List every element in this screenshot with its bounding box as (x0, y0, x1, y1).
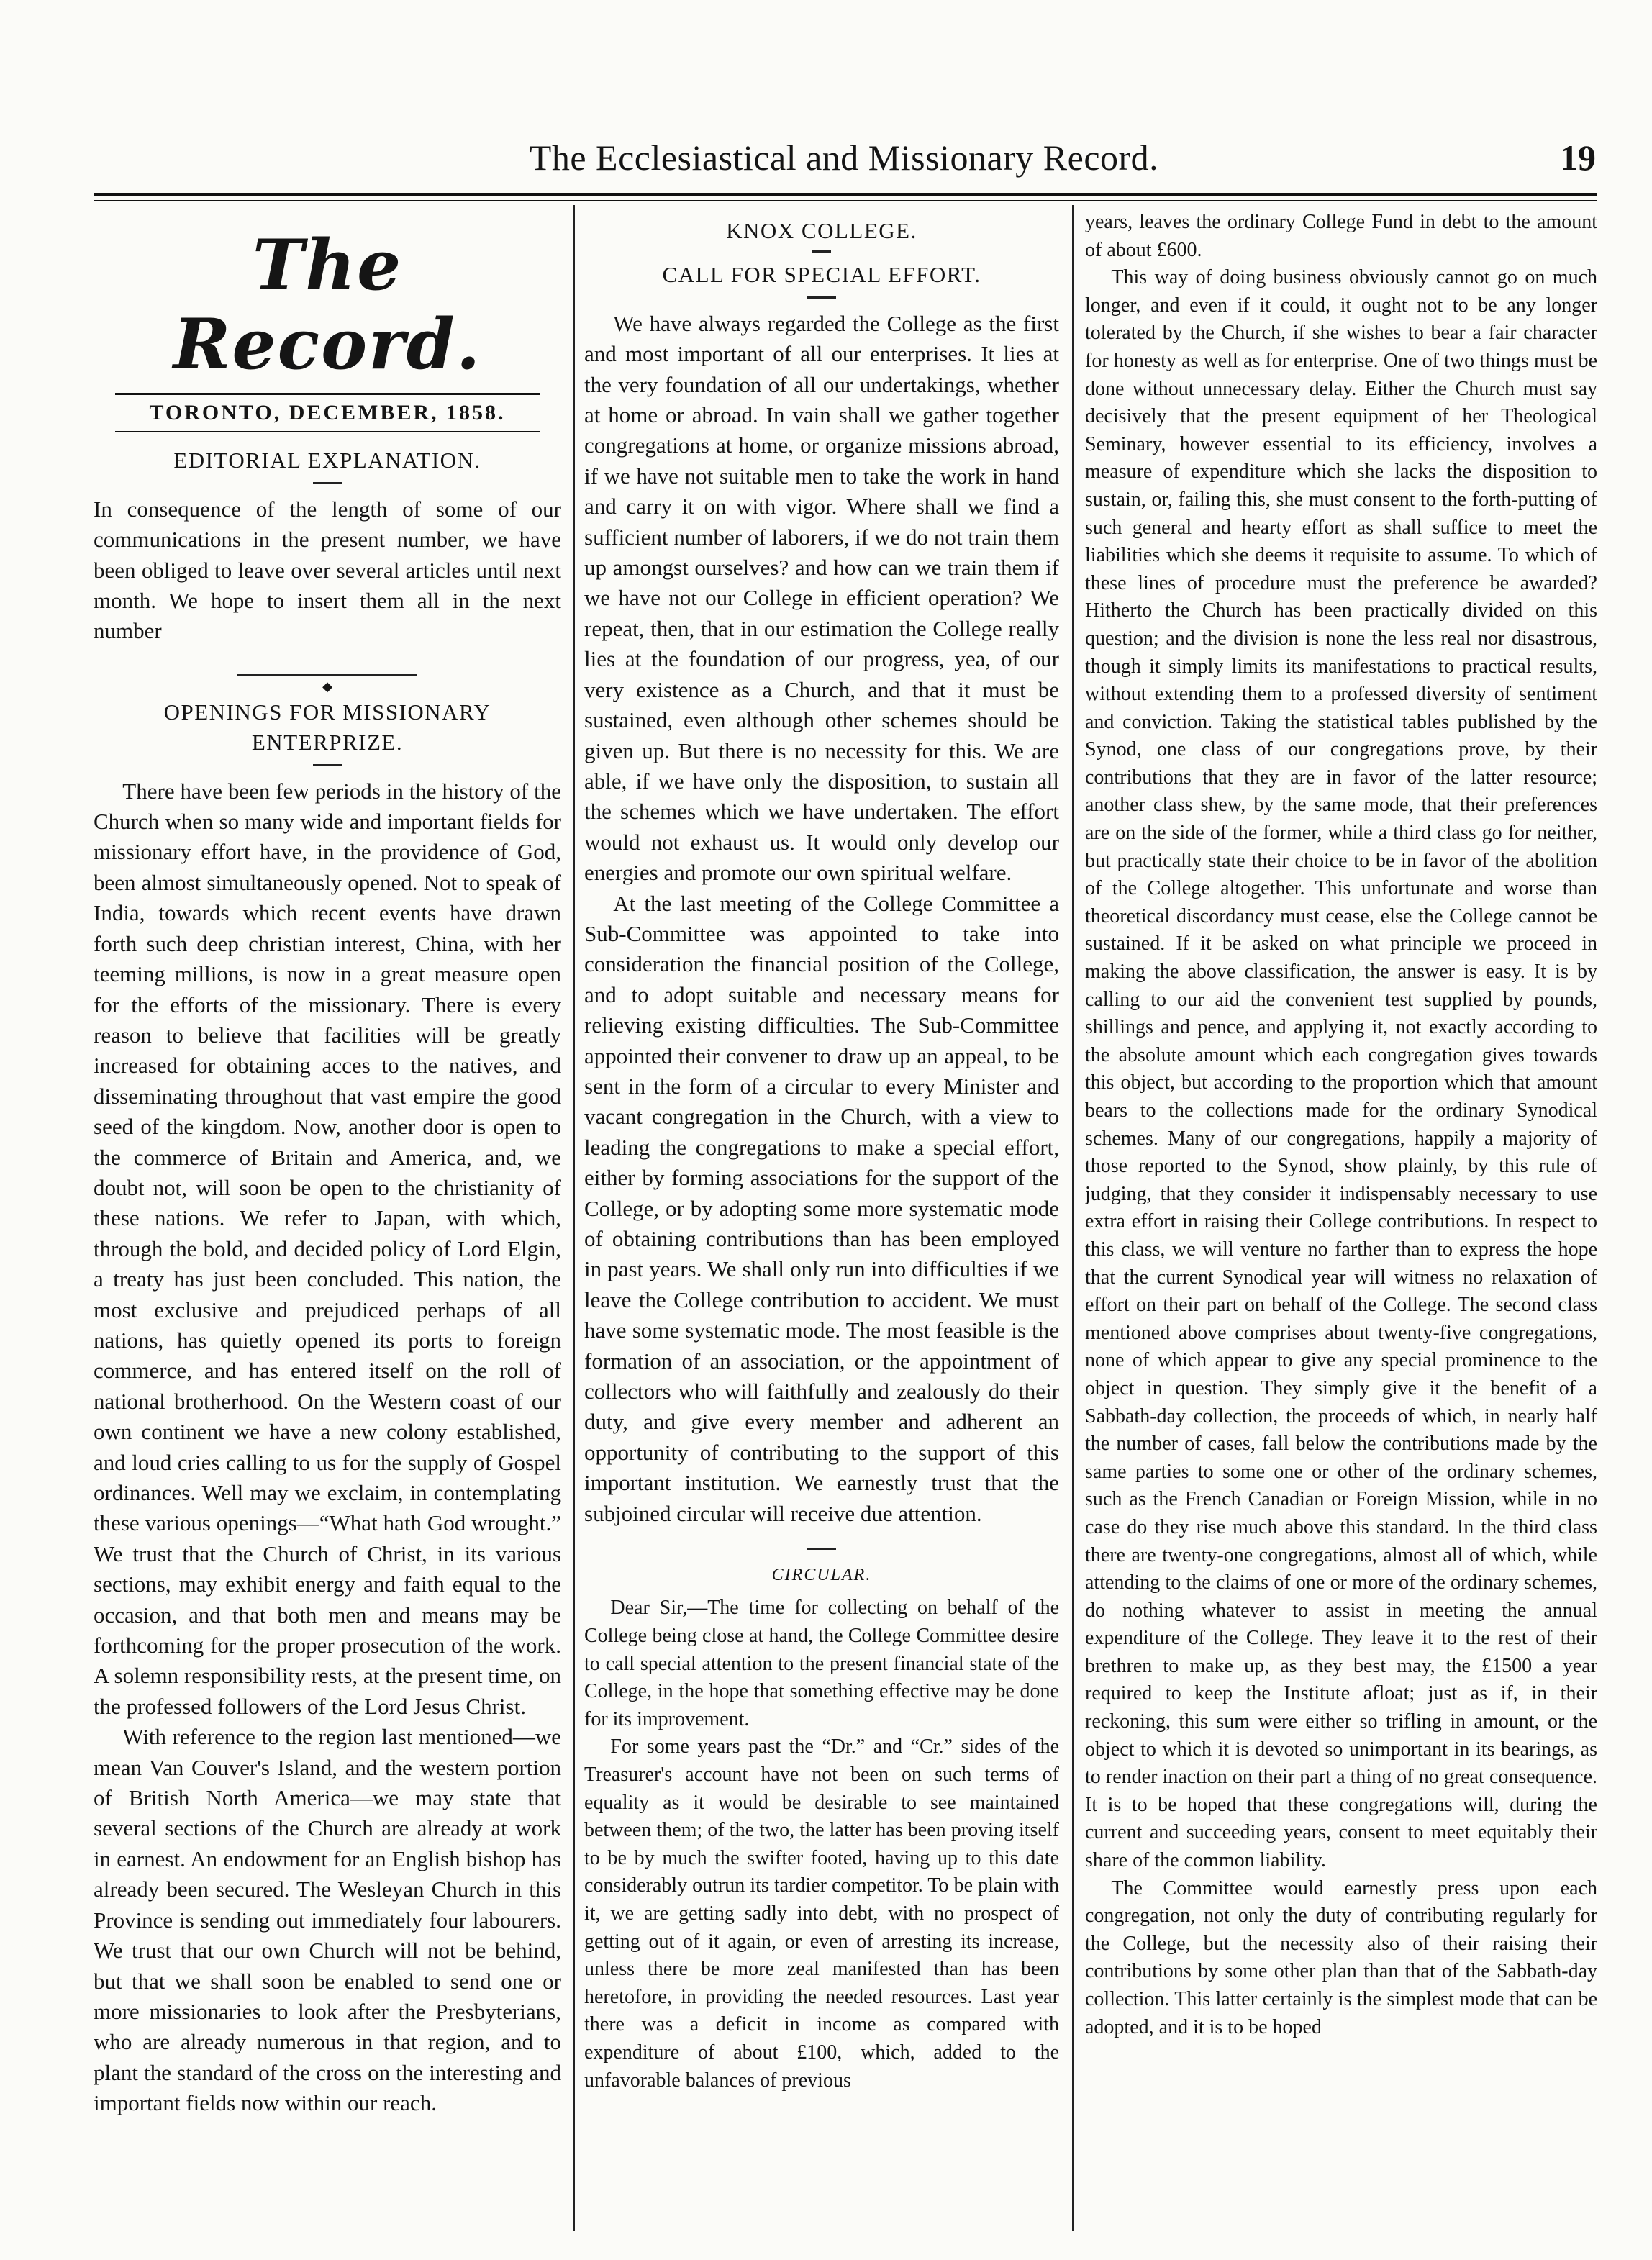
divider (313, 764, 342, 766)
editorial-heading: EDITORIAL EXPLANATION. (173, 448, 481, 473)
column-2 (584, 209, 1059, 2224)
ornament-divider: ◆ (94, 668, 561, 681)
article-paragraph: years, leaves the ordinary College Fund in debt to the amount of about £600. (1085, 211, 1597, 261)
column-1 (94, 209, 561, 2224)
masthead: The Record. (173, 224, 482, 385)
divider (313, 482, 342, 484)
column-divider (1072, 205, 1074, 2231)
divider (807, 1548, 836, 1550)
article-paragraph: We have always regarded the College as the first and most important of all our enterprises. It lies at the very foundation of all our undertakings, whether at home or abroad. In vain shall we gather together congregations at home, or organize missions abroad, if we have not suitable men to take the work in hand and carry it on with vigor. Where shall we find a sufficient number of laborers, if we do not train them up amongst ourselves? and how can we train them if we have not our College in efficient operation? We repeat, then, that in our estimation the College really lies at the foundation of our progress, yea, of our very existence as a Church, and that it must be sustained, even although other schemes should be given up. But there is no necessity for this. We are able, if we have only the disposition, to sustain all the schemes which we have undertaken. The effort would not exhaust us. It would only develop our energies and promote our own spiritual welfare. (584, 310, 1059, 886)
page-number: 19 (1560, 137, 1596, 178)
knox-college-heading: KNOX COLLEGE. (726, 218, 917, 243)
column-3 (1085, 209, 1597, 2224)
special-effort-heading: CALL FOR SPECIAL EFFORT. (662, 262, 981, 288)
page-header (92, 137, 1596, 187)
editorial-text: In consequence of the length of some of our communications in the present number, we have been obliged to leave over several articles until next month. We hope to insert them all in the next number (94, 496, 561, 644)
article-paragraph: The Committee would earnestly press upon each congregation, not only the duty of contributing regularly for the College, but the necessity also of their raising their contributions by some other plan than that of the Sabbath-day collection. This latter certainly is the simplest mode that can be adopted, and it is to be hoped (1085, 1876, 1597, 2038)
circular-paragraph: For some years past the “Dr.” and “Cr.” sides of the Treasurer's account have not been on such terms of equality as it would be desirable to see maintained between them; of the two, the latter has been proving itself to be by much the swifter footed, having up to this date considerably outrun its tardier competitor. To be plain with it, we are getting sadly into debt, with no prospect of getting out of it again, or even of arresting its increase, unless there be more zeal manifested than has been heretofore, in providing the needed resources. Last year there was a deficit in income as compared with expenditure of about £100, which, added to the unfavorable balances of previous (584, 1735, 1059, 2092)
divider (807, 296, 836, 299)
dateline: TORONTO, DECEMBER, 1858. (115, 393, 540, 432)
circular-heading: CIRCULAR. (771, 1566, 872, 1585)
circular-paragraph: Dear Sir,—The time for collecting on behalf of the College being close at hand, the College Committee desire to call special attention to the present financial state of the College, in the hope that something effective may be done for its improvement. (584, 1597, 1059, 1730)
divider (812, 250, 831, 253)
header-rule (94, 193, 1597, 201)
openings-heading: OPENINGS FOR MISSIONARY ENTERPRIZE. (163, 699, 491, 755)
article-paragraph: With reference to the region last mentioned—we mean Van Couver's Island, and the western portion of British North America—we may state that several sections of the Church are already at work in earnest. An endowment for an English bishop has already been secured. The Wesleyan Church in this Province is sending out immediately four labourers. We trust that our own Church will not be behind, but that we shall soon be enabled to send one or more missionaries to look after the Presbyterians, who are already numerous in that region, and to plant the standard of the cross on the interesting and important fields now within our reach. (94, 1724, 561, 2116)
running-title: The Ecclesiastical and Missionary Record. (529, 137, 1159, 178)
article-paragraph: At the last meeting of the College Committee a Sub-Committee was appointed to take into consideration the financial position of the College, and to adopt suitable and necessary means for relieving existing difficulties. The Sub-Committee appointed their convener to draw up an appeal, to be sent in the form of a circular to every Minister and vacant congregation in the Church, with a view to leading the congregations to make a special effort, either by forming associations for the support of the College, or by adopting some more systematic mode of obtaining contributions than has been employed in past years. We shall only run into difficulties if we leave the College contribution to accident. We must have some systematic mode. The most feasible is the formation of an association, or the appointment of collectors who will faithfully and zealously do their duty, and give every member and adherent an opportunity of contributing to the support of this important institution. We earnestly trust that the subjoined circular will receive due attention. (584, 890, 1059, 1526)
article-paragraph: This way of doing business obviously cannot go on much longer, and even if it could, it ought not to be any longer tolerated by the Church, if she wishes to bear a fair character for honesty as well as for enterprise. One of two things must be done without unnecessary delay. Either the Church must say decisively that the present equipment of her Theological Seminary, however essential to its efficiency, involves a measure of expenditure which she lacks the disposition to sustain, or, failing this, she must consent to the forth-putting of such general and hearty effort as shall suffice to meet the liabilities which she deems it requisite to assume. To which of these lines of procedure must the preference be awarded? Hitherto the Church has been practically divided on this question; and the division is none the less real nor disastrous, though it simply limits its manifestations to practical results, without extending them to a professed diversity of sentiment and conviction. Taking the statistical tables published by the Synod, one class of our congregations prove, by their contributions that they are in favor of the latter resource; another class shew, by the same mode, that their preferences are on the side of the former, while a third class go for neither, but practically state their choice to be in favor of the abolition of the College altogether. This unfortunate and worse than theoretical discordancy must cease, else the College cannot be sustained. If it be asked on what principle we proceed in making the above classification, the answer is easy. It is by calling to our aid the convenient test supplied by pounds, shillings and pence, and applying it, not exactly according to the absolute amount which each congregation gives towards this object, but according to the proportion which that amount bears to the collections made for the ordinary Synodical schemes. Many of our congregations, happily a majority of those reported to the Synod, show plainly, by this rule of judging, that they consider it indispensably necessary to use extra effort in raising their College contributions. In respect to this class, we will venture no farther than to express the hope that the current Synodical year will witness no relaxation of effort on their part on behalf of the College. The second class mentioned above comprises about twenty-five congregations, none of which appear to give any special prominence to the object in question. They simply give it the benefit of a Sabbath-day collection, the proceeds of which, in nearly half the number of cases, fall below the contributions made by the same parties to some one or other of the ordinary schemes, such as the French Canadian or Foreign Mission, while in no case do they rise much above this standard. In the third class there are twenty-one congregations, almost all of which, while attending to the claims of one or more of the ordinary schemes, do nothing whatever to assist in meeting the annual expenditure of the College. They leave it to the rest of their brethren to make up, as they best may, the £1500 a year required to keep the Institute afloat; just as if, in their reckoning, this sum were either so trifling in amount, or the object to which it is devoted so unimportant in its bearings, as to render inaction on their part a thing of no great consequence. It is to be hoped that these congregations will, during the current and succeeding years, consent to meet equitably their share of the common liability. (1085, 266, 1597, 1872)
column-divider (573, 205, 575, 2231)
article-paragraph: There have been few periods in the history of the Church when so many wide and important fields for missionary effort have, in the providence of God, been almost simultaneously opened. Not to speak of India, towards which recent events have drawn forth such deep christian interest, China, with her teeming millions, is now in a great measure open for the efforts of the missionary. There is every reason to believe that facilities will be greatly increased for obtaining acces to the natives, and disseminating throughout that vast empire the good seed of the kingdom. Now, another door is open to the commerce of Britain and America, and, we doubt not, will soon be open to the christianity of these nations. We refer to Japan, with which, through the bold, and decided policy of Lord Elgin, a treaty has just been concluded. This nation, the most exclusive and prejudiced perhaps of all nations, has quietly opened its ports to foreign commerce, and has entered itself on the roll of national brotherhood. On the Western coast of our own continent we have a new colony established, and loud cries calling to us for the supply of Gospel ordinances. Well may we exclaim, in contemplating these various openings—“What hath God wrought.” We trust that the Church of Christ, in its various sections, may exhibit energy and faith equal to the occasion, and that both men and means may be forthcoming for the proper prosecution of the work. A solemn responsibility rests, at the present time, on the professed followers of the Lord Jesus Christ. (94, 778, 561, 1719)
